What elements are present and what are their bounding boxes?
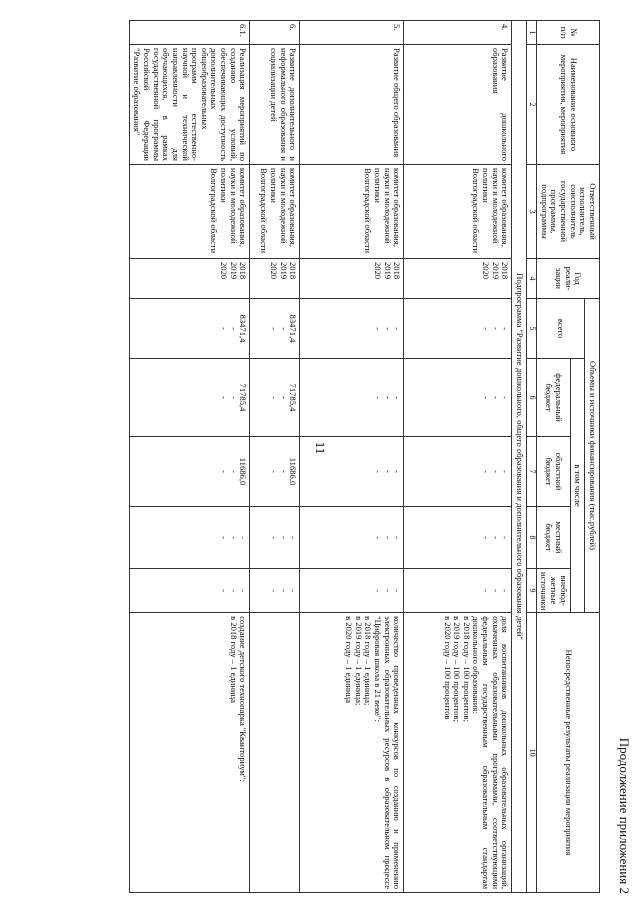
row-total: - - - xyxy=(404,299,512,359)
row-number: 6. xyxy=(250,21,300,45)
row-local: - - - xyxy=(300,507,404,569)
row-federal: 71785,4 - - xyxy=(129,359,250,437)
row-total: 83471,4 - - xyxy=(129,299,250,359)
row-responsible: комитет образования, науки и молодежной политики Волгоградской области xyxy=(250,165,300,259)
header-including: в том числе xyxy=(570,359,585,613)
row-years: 2018 2019 2020 xyxy=(404,259,512,299)
row-name: Реализация мероприятий по созданию условий, обеспечивающих доступность дополнительных общеобразовательных программ естественно-научной и технической направленности для обучающихся, в рамках государственной программы Российской Федерации "Развитие образования" xyxy=(129,45,250,165)
row-offbudget: - - - xyxy=(250,569,300,613)
row-name: Развитие дошкольного образования xyxy=(404,45,512,165)
header-name: Наименование основного мероприятия, мероприятия xyxy=(536,45,599,165)
header-local: местный бюджет xyxy=(536,507,570,569)
row-name: Развитие дополнительного и неформального образования и социализации детей xyxy=(250,45,300,165)
rotated-page xyxy=(132,20,632,900)
row-years: 2018 2019 2020 xyxy=(129,259,250,299)
column-number: 8 xyxy=(526,507,536,569)
row-federal: 71785,4 - - xyxy=(250,359,300,437)
row-regional: - - - xyxy=(404,437,512,507)
page-number: 11 xyxy=(313,441,328,455)
row-results xyxy=(250,613,300,893)
row-local: - - - xyxy=(404,507,512,569)
row-results: количество проведенных конкурсов по созданию и применению электронных образовательных ресурсов в образовательном процессе "Цифровая школа в 21 веке": в 2018 году – 1 единица; в 2019 году – 1 единица; в 2020 году – 1 единица xyxy=(300,613,404,893)
row-number: 4. xyxy=(404,21,512,45)
column-number: 9 xyxy=(526,569,536,613)
row-number: 6.1. xyxy=(129,21,250,45)
column-number: 10 xyxy=(526,613,536,893)
row-regional: - - - xyxy=(300,437,404,507)
row-regional: 11686,0 - - xyxy=(129,437,250,507)
program-table xyxy=(129,20,600,893)
table-row xyxy=(250,21,300,893)
header-responsible: Ответственный исполнитель, соисполнитель государственной программы, подпрограммы xyxy=(536,165,599,259)
row-results: доля воспитанников дошкольных образовательных организаций, охваченных образовательными программами, соответствующими федеральным государственным образовательным стандартам дошкольного образования: в 2018 году – 100 процентов; в 2019 году – 100 процентов; в 2020 году – 100 процентов xyxy=(404,613,512,893)
row-federal: - - - xyxy=(300,359,404,437)
row-offbudget: - - - xyxy=(129,569,250,613)
table-row xyxy=(404,21,512,893)
row-federal: - - - xyxy=(404,359,512,437)
header-num: № п/п xyxy=(536,21,599,45)
header-year: Год реали-зации xyxy=(536,259,599,299)
row-years: 2018 2019 2020 xyxy=(250,259,300,299)
row-offbudget: - - - xyxy=(300,569,404,613)
column-number: 7 xyxy=(526,437,536,507)
appendix-continuation: Продолжение приложения 2 xyxy=(617,737,632,894)
row-responsible: комитет образования, науки и молодежной политики Волгоградской области xyxy=(300,165,404,259)
header-funding: Объемы и источники финансирования (тыс.рублей) xyxy=(585,299,600,613)
column-number: 6 xyxy=(526,359,536,437)
header-regional: областной бюджет xyxy=(536,437,570,507)
header-offbudget: внебюд-жетные источники xyxy=(536,569,570,613)
row-years: 2018 2019 2020 xyxy=(300,259,404,299)
row-total: - - - xyxy=(300,299,404,359)
column-number: 2 xyxy=(526,45,536,165)
row-offbudget: - - - xyxy=(404,569,512,613)
header-federal: федеральный бюджет xyxy=(536,359,570,437)
row-regional: 11686,0 - - xyxy=(250,437,300,507)
column-number: 5 xyxy=(526,299,536,359)
subprogram-title: Подпрограмма "Развитие дошкольного, общего образования и дополнительного образования детей" xyxy=(512,21,527,893)
row-responsible: комитет образования, науки и молодежной политики Волгоградской области xyxy=(404,165,512,259)
column-number: 1 xyxy=(526,21,536,45)
table-row xyxy=(300,21,404,893)
row-name: Развитие общего образования xyxy=(300,45,404,165)
row-responsible: комитет образования, науки и молодежной политики Волгоградской области xyxy=(129,165,250,259)
row-total: 83471,4 - - xyxy=(250,299,300,359)
column-number: 3 xyxy=(526,165,536,259)
column-number: 4 xyxy=(526,259,536,299)
row-local: - - - xyxy=(250,507,300,569)
row-local: - - - xyxy=(129,507,250,569)
table-row xyxy=(129,21,250,893)
header-results: Непосредственные результаты реализации мероприятия xyxy=(536,613,599,893)
header-total: всего xyxy=(536,299,585,359)
row-results: создание детского технопарка "Кванториум": в 2018 году – 1 единица xyxy=(129,613,250,893)
row-number: 5. xyxy=(300,21,404,45)
